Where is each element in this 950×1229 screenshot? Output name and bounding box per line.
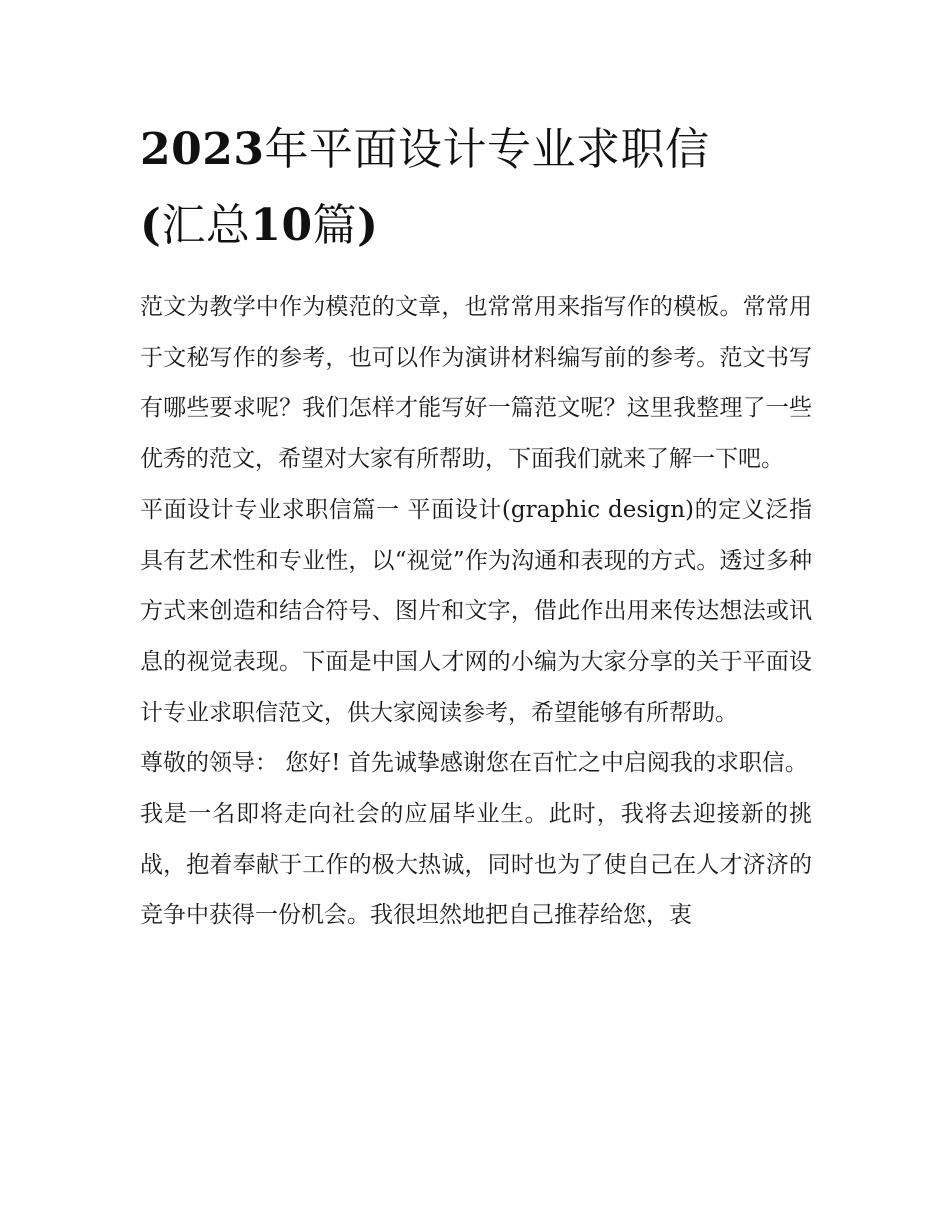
- title-line-1: 2023年平面设计专业求职信: [140, 124, 710, 175]
- title-line-2: (汇总10篇): [140, 200, 379, 251]
- paragraph-intro: 范文为教学中作为模范的文章，也常常用来指写作的模板。常常用于文秘写作的参考，也可以作为演讲材料编写前的参考。范文书写有哪些要求呢？我们怎样才能写好一篇范文呢？这里我整理了一些优秀的范文，希望对大家有所帮助，下面我们就来了解一下吧。: [140, 294, 812, 473]
- paragraph-greeting: 尊敬的领导： 您好! 首先诚挚感谢您在百忙之中启阅我的求职信。: [140, 750, 808, 777]
- document-body: [140, 112, 812, 941]
- document-title: [140, 112, 812, 264]
- paragraph-self-intro: 我是一名即将走向社会的应届毕业生。此时，我将去迎接新的挑战，抱着奉献于工作的极大热诚，同时也为了使自己在人才济济的竞争中获得一份机会。我很坦然地把自己推荐给您，衷: [140, 801, 812, 929]
- paragraph-definition: 平面设计专业求职信篇一 平面设计(graphic design)的定义泛指具有艺术性和专业性，以“视觉”作为沟通和表现的方式。透过多种方式来创造和结合符号、图片和文字，借此作出用来传达想法或讯息的视觉表现。下面是中国人才网的小编为大家分享的关于平面设计专业求职信范文，供大家阅读参考，希望能够有所帮助。: [140, 496, 812, 726]
